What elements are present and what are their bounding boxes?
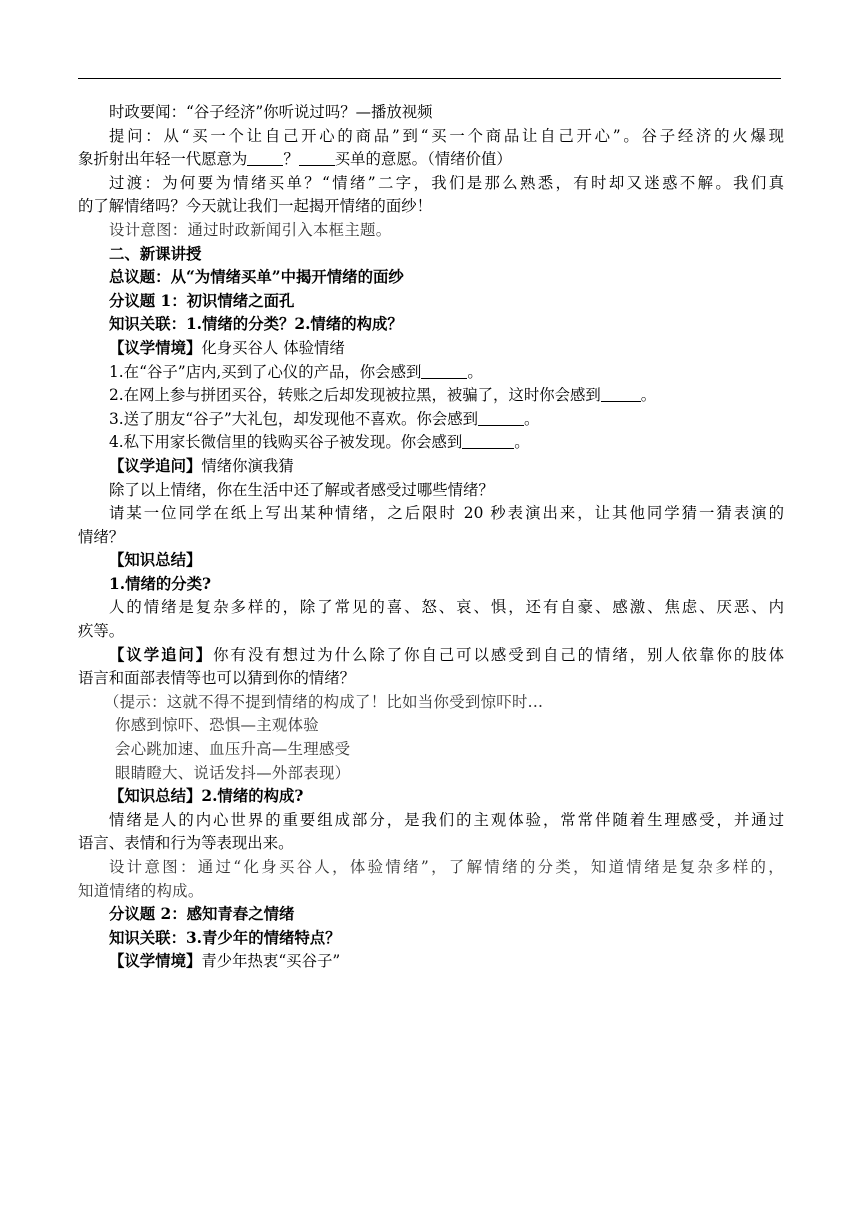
- text-line: 知识关联：3.青少年的情绪特点？: [109, 928, 341, 947]
- summary-heading: [78, 549, 784, 573]
- bracket-label: 【议学追问】: [109, 456, 202, 475]
- text-line: 眼睛瞪大、说话发抖—外部表现）: [115, 763, 351, 782]
- text-line: ？: [283, 150, 299, 169]
- text-line: 【知识总结】: [109, 551, 202, 570]
- scenario-item-2: [78, 384, 784, 408]
- text-line: 3.送了朋友“谷子”大礼包，却发现他不喜欢。你会感到: [109, 409, 479, 428]
- text-line: 买单的意愿。（情绪价值）: [334, 150, 512, 169]
- text-line: 语言和面部表情等也可以猜到你的情绪？: [78, 669, 356, 688]
- text-line: 设计意图：通过时政新闻引入本框主题。: [109, 220, 392, 239]
- text-line: 1.在“谷子”店内,买到了心仪的产品，你会感到: [109, 362, 422, 381]
- design-intent: [78, 219, 784, 243]
- text-line: 会心跳加速、血压升高—生理感受: [115, 740, 351, 759]
- text-line: 除了以上情绪，你在生活中还了解或者感受过哪些情绪？: [109, 480, 494, 499]
- sub-topic-1: [78, 290, 784, 314]
- text-line: （提示：这就不得不提到情绪的构成了！比如当你受到惊吓时...: [104, 692, 544, 711]
- fill-blank: [478, 409, 524, 426]
- document-body: [78, 101, 784, 974]
- text-line: 人的情绪是复杂多样的，除了常见的喜、怒、哀、惧，还有自豪、感激、焦虑、厌恶、内: [109, 598, 784, 617]
- text-line: 情绪是人的内心世界的重要组成部分，是我们的主观体验，常常伴随着生理感受，并通过: [109, 810, 784, 829]
- fill-blank: [299, 149, 335, 166]
- paragraph: [78, 809, 784, 833]
- fill-blank: [421, 362, 467, 379]
- text-line: 4.私下用家长微信里的钱购买谷子被发现。你会感到: [109, 433, 463, 452]
- paragraph: [78, 479, 784, 503]
- text-line: 疚等。: [78, 622, 125, 641]
- text-line: 的了解情绪吗？今天就让我们一起揭开情绪的面纱！: [78, 197, 432, 216]
- bracket-label: 【知识总结】: [109, 787, 202, 806]
- text-line: 分议题 1：初识情绪之面孔: [109, 291, 295, 310]
- text-line: 你有没有想过为什么除了你自己可以感受到自己的情绪，别人依靠你的肢体: [213, 645, 784, 664]
- text-line: 。: [524, 409, 540, 428]
- text-line: 总议题：从“为情绪买单”中揭开情绪的面纱: [109, 268, 404, 287]
- text-line: 化身买谷人 体验情绪: [201, 338, 345, 357]
- scenario-item-4: [78, 431, 784, 455]
- paragraph-question-cont: [78, 148, 784, 172]
- text-line: 知道情绪的构成。: [78, 881, 204, 900]
- paragraph-cont: [78, 620, 784, 644]
- fill-blank: [247, 149, 283, 166]
- bracket-label: 【议学情境】: [109, 338, 202, 357]
- text-line: 。: [467, 362, 483, 381]
- summary-item-1: [78, 573, 784, 597]
- paragraph-cont: [78, 832, 784, 856]
- text-line: 提问：从“买一个让自己开心的商品”到“买一个商品让自己开心”。谷子经济的火爆现: [109, 126, 784, 145]
- main-topic: [78, 266, 784, 290]
- text-line: 。: [514, 433, 530, 452]
- knowledge-link: [78, 313, 784, 337]
- text-line: 过渡：为何要为情绪买单？“情绪”二字，我们是那么熟悉，有时却又迷惑不解。我们真: [109, 173, 784, 192]
- paragraph-transition: [78, 172, 784, 196]
- text-line: 。: [640, 386, 657, 405]
- design-intent: [78, 856, 784, 880]
- design-intent-cont: [78, 880, 784, 904]
- text-line: 设计意图：通过“化身买谷人，体验情绪”，了解情绪的分类，知道情绪是复杂多样的，: [109, 858, 784, 876]
- text-line: 你感到惊吓、恐惧—主观体验: [115, 716, 319, 735]
- text-line: 象折射出年轻一代愿意为: [78, 150, 248, 169]
- bracket-label: 【议学追问】: [109, 645, 214, 664]
- text-line: 分议题 2：感知青春之情绪: [109, 905, 295, 924]
- text-line: 情绪你演我猜: [201, 456, 294, 475]
- paragraph-question: [78, 125, 784, 149]
- paragraph: [78, 502, 784, 526]
- scenario-heading-2: [78, 950, 784, 974]
- paragraph-cont: [78, 526, 784, 550]
- hint-line: [78, 714, 784, 738]
- scenario-item-1: [78, 361, 784, 385]
- text-line: 2.在网上参与拼团买谷，转账之后却发现被拉黑，被骗了，这时你会感到: [109, 386, 601, 405]
- scenario-heading: [78, 337, 784, 361]
- sub-topic-2: [78, 903, 784, 927]
- scenario-item-3: [78, 408, 784, 432]
- hint-line: [78, 691, 784, 715]
- text-line: 时政要闻：“谷子经济”你听说过吗？—播放视频: [109, 103, 433, 121]
- followup-heading-2: [78, 644, 784, 668]
- text-line: 情绪？: [78, 527, 125, 546]
- paragraph-transition-cont: [78, 195, 784, 219]
- hint-line: [78, 762, 784, 786]
- bracket-label: 【议学情境】: [109, 952, 202, 971]
- paragraph: [78, 596, 784, 620]
- header-rule: [78, 78, 781, 79]
- summary-heading-2: [78, 785, 784, 809]
- text-line: 请某一位同学在纸上写出某种情绪，之后限时 20 秒表演出来，让其他同学猜一猜表演的: [109, 504, 784, 523]
- paragraph-cont: [78, 667, 784, 691]
- text-line: 青少年热衷“买谷子”: [201, 952, 341, 971]
- fill-blank: [601, 385, 641, 402]
- text-line: 2.情绪的构成?: [201, 787, 304, 806]
- followup-heading: [78, 455, 784, 479]
- knowledge-link-2: [78, 927, 784, 951]
- text-line: 二、新课讲授: [109, 244, 202, 263]
- fill-blank: [462, 432, 514, 449]
- hint-line: [78, 738, 784, 762]
- paragraph-current-news: [78, 101, 784, 125]
- text-line: 知识关联：1.情绪的分类？2.情绪的构成？: [109, 315, 403, 334]
- text-line: 语言、表情和行为等表现出来。: [78, 834, 294, 853]
- section-heading: [78, 243, 784, 267]
- text-line: 1.情绪的分类?: [109, 574, 212, 593]
